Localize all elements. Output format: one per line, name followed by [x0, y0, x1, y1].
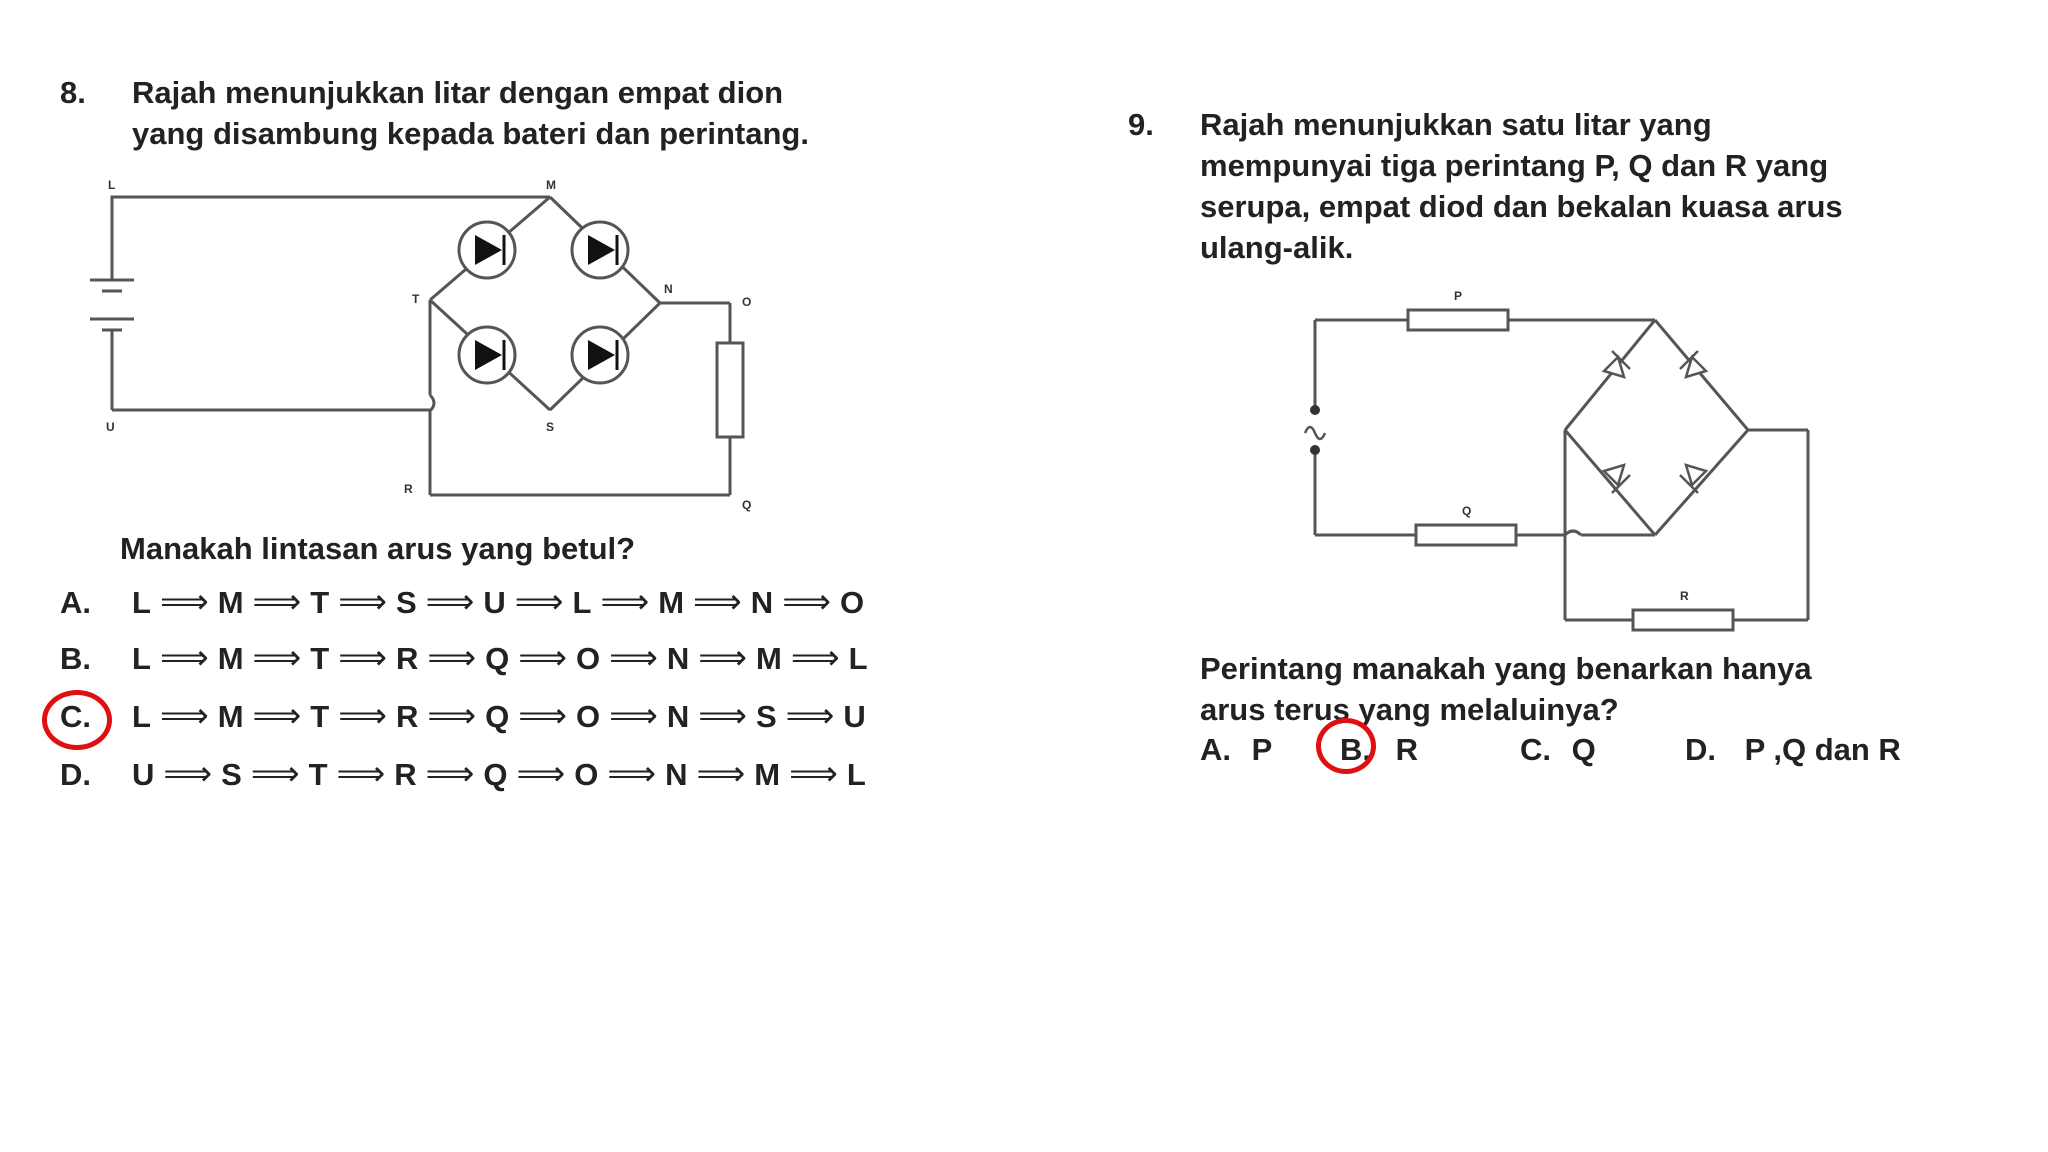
path-node: N [665, 757, 688, 792]
path-node: T [310, 699, 330, 734]
option-label: C. [60, 699, 91, 734]
option-c[interactable]: C. Q [1520, 732, 1596, 767]
diode-icon [572, 327, 628, 383]
option-b[interactable]: B. R [1340, 732, 1419, 767]
option-label: A. [60, 585, 91, 620]
path-node: O [839, 585, 865, 620]
path-node: U [843, 699, 866, 734]
circuit-diagram-q8 [70, 175, 790, 515]
label-P: P [1454, 289, 1463, 303]
arrow-icon: ⟹ [693, 583, 742, 621]
arrow-icon: ⟹ [252, 639, 302, 677]
arrow-icon: ⟹ [696, 755, 746, 793]
arrow-icon: ⟹ [518, 639, 567, 677]
arrow-icon: ⟹ [609, 639, 658, 677]
arrow-icon: ⟹ [427, 639, 477, 677]
path-node: Q [485, 699, 510, 734]
path-node: Q [485, 641, 510, 676]
label-R: R [404, 482, 413, 496]
path-node: S [221, 757, 242, 792]
path-node: N [666, 699, 690, 734]
diode-icon [459, 327, 515, 383]
question-8-prompt: Manakah lintasan arus yang betul? [120, 531, 636, 566]
path-node: T [310, 585, 330, 620]
arrow-icon: ⟹ [425, 755, 475, 793]
arrow-icon: ⟹ [159, 639, 209, 677]
arrow-icon: ⟹ [338, 639, 387, 677]
path-node: O [574, 757, 599, 792]
path-node: M [754, 757, 781, 792]
arrow-icon: ⟹ [516, 755, 566, 793]
arrow-icon: ⟹ [790, 639, 840, 677]
question-9-text: Rajah menunjukkan satu litar yang mempunyai tiga perintang P, Q dan R yang serupa, empat diod dan bekalan kuasa arus ulang-alik. [1200, 107, 1843, 265]
answer-mark-q8 [42, 690, 112, 750]
path-node: R [395, 641, 419, 676]
ac-source-icon [1305, 427, 1325, 439]
label-T: T [412, 292, 420, 306]
path-node: M [217, 585, 244, 620]
option-a[interactable]: A. P [1200, 732, 1273, 767]
path-node: N [666, 641, 690, 676]
diode-icon [1680, 465, 1706, 493]
path-node: M [217, 699, 244, 734]
arrow-icon: ⟹ [607, 755, 657, 793]
arrow-icon: ⟹ [159, 583, 209, 621]
arrow-icon: ⟹ [789, 755, 838, 793]
arrow-icon: ⟹ [698, 639, 747, 677]
answer-mark-q9 [1316, 718, 1376, 774]
option-c[interactable] [60, 696, 866, 736]
arrow-icon: ⟹ [782, 583, 831, 621]
arrow-icon: ⟹ [425, 583, 475, 621]
question-9-prompt: Perintang manakah yang benarkan hanya arus terus yang melaluinya? [1200, 651, 1812, 727]
label-Q: Q [742, 498, 752, 512]
arrow-icon: ⟹ [252, 583, 302, 621]
arrow-icon: ⟹ [698, 697, 747, 735]
label-U: U [106, 420, 115, 434]
arrow-icon: ⟹ [427, 697, 477, 735]
path-node: U [132, 757, 155, 792]
path-node: S [395, 585, 417, 620]
path-node: L [848, 641, 868, 676]
label-Q: Q [1462, 504, 1472, 518]
path-node: U [483, 585, 506, 620]
arrow-icon: ⟹ [518, 697, 567, 735]
path-node: T [308, 757, 328, 792]
path-node: M [217, 641, 244, 676]
path-node: Q [483, 757, 508, 792]
option-label: D. [60, 757, 91, 792]
path-node: T [310, 641, 330, 676]
arrow-icon: ⟹ [159, 697, 209, 735]
label-N: N [664, 282, 673, 296]
path-node: L [132, 641, 151, 676]
arrow-icon: ⟹ [609, 697, 658, 735]
option-b[interactable] [60, 638, 868, 678]
arrow-icon: ⟹ [600, 583, 650, 621]
option-d[interactable] [60, 754, 866, 794]
path-node: L [572, 585, 592, 620]
diode-icon [572, 222, 628, 278]
arrow-icon: ⟹ [785, 697, 835, 735]
path-node: R [395, 699, 419, 734]
path-node: N [750, 585, 774, 620]
arrow-icon: ⟹ [514, 583, 564, 621]
question-8-number: 8. [60, 75, 86, 110]
arrow-icon: ⟹ [250, 755, 300, 793]
option-d[interactable]: D. P ,Q dan R [1685, 732, 1901, 767]
path-node: O [575, 641, 601, 676]
arrow-icon: ⟹ [338, 583, 387, 621]
label-L: L [108, 178, 116, 192]
path-node: S [755, 699, 777, 734]
path-node: L [846, 757, 866, 792]
arrow-icon: ⟹ [336, 755, 386, 793]
path-node: L [132, 699, 151, 734]
arrow-icon: ⟹ [338, 697, 387, 735]
path-node: L [132, 585, 151, 620]
label-M: M [546, 178, 556, 192]
arrow-icon: ⟹ [163, 755, 213, 793]
path-node: M [755, 641, 782, 676]
arrow-icon: ⟹ [252, 697, 302, 735]
path-node: R [394, 757, 417, 792]
label-S: S [546, 420, 555, 434]
circuit-diagram-q9 [1300, 285, 1860, 635]
question-8-text: Rajah menunjukkan litar dengan empat dion yang disambung kepada bateri dan perintang. [132, 75, 809, 151]
path-node: O [575, 699, 601, 734]
label-R: R [1680, 589, 1689, 603]
question-9-number: 9. [1128, 107, 1154, 142]
option-label: B. [60, 641, 91, 676]
label-O: O [742, 295, 752, 309]
diode-icon [459, 222, 515, 278]
option-a[interactable] [60, 582, 864, 622]
path-node: M [658, 585, 685, 620]
